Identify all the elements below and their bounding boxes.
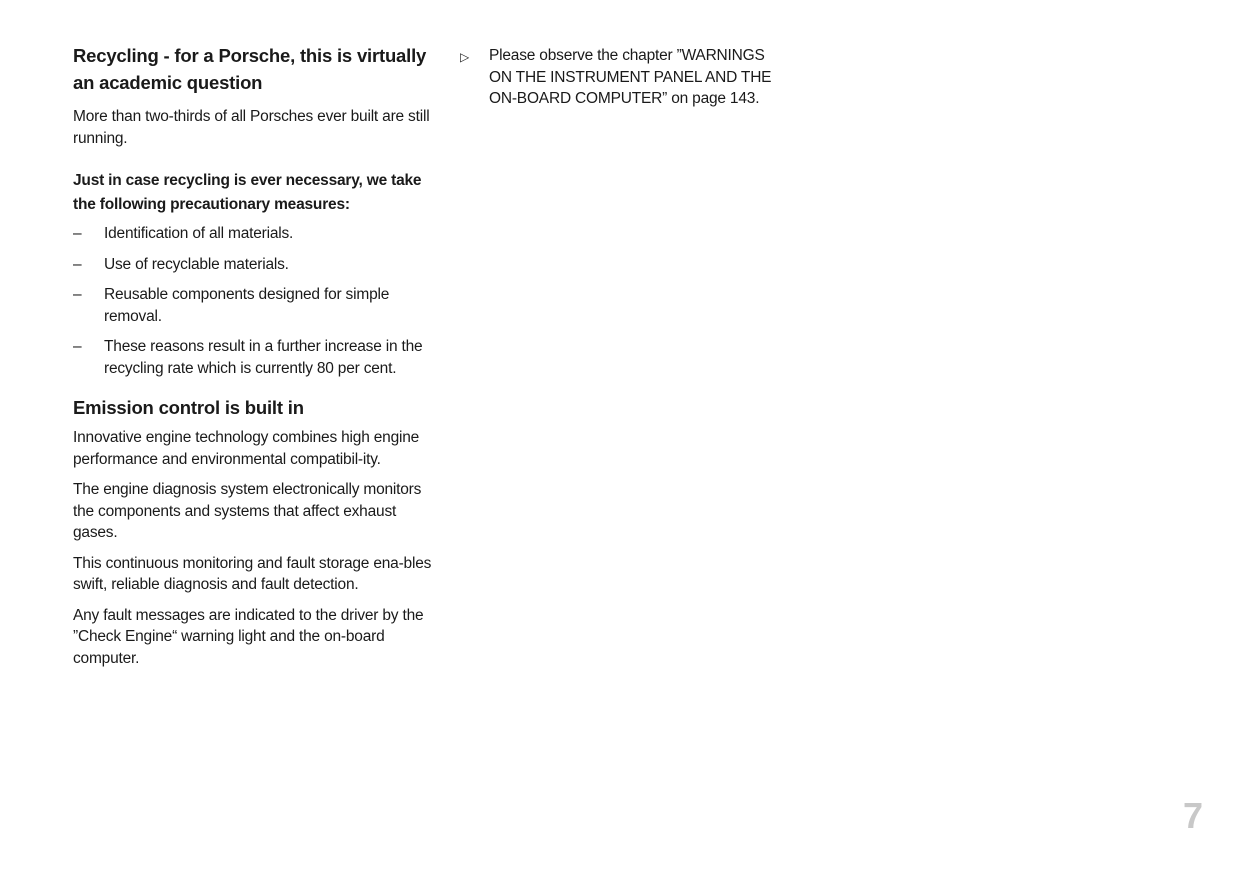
list-item-text: Identification of all materials. bbox=[104, 225, 294, 242]
triangle-pointer-icon: ▷ bbox=[460, 50, 470, 64]
list-item bbox=[73, 284, 435, 327]
list-item bbox=[73, 223, 435, 245]
precaution-subheading: Just in case recycling is ever necessary, we take the following precautionary measures: bbox=[73, 172, 422, 213]
instruction-text: Please observe the chapter ”WARNINGS ON THE INSTRUMENT PANEL AND THE ON-BOARD COMPUTER” on page 143. bbox=[489, 47, 772, 107]
emission-paragraph: Any fault messages are indicated to the driver by the ”Check Engine“ warning light and the on-board computer. bbox=[73, 606, 424, 667]
list-item bbox=[73, 254, 435, 276]
recycling-intro: More than two-thirds of all Porsches ever built are still running. bbox=[73, 108, 430, 147]
left-column bbox=[73, 42, 435, 678]
list-item-text: Reusable components designed for simple removal. bbox=[104, 286, 390, 325]
list-item-text: Use of recyclable materials. bbox=[104, 255, 289, 273]
precaution-list bbox=[73, 223, 435, 379]
list-item-text: These reasons result in a further increase in the recycling rate which is currently 80 per cent. bbox=[104, 338, 423, 377]
recycling-heading: Recycling - for a Porsche, this is virtually an academic question bbox=[73, 45, 427, 93]
dash-bullet: – bbox=[73, 255, 82, 273]
dash-bullet: – bbox=[73, 225, 82, 242]
list-item bbox=[73, 336, 435, 379]
right-column bbox=[458, 45, 788, 110]
emission-paragraph: Innovative engine technology combines high engine performance and environmental compatibil-ity. bbox=[73, 429, 420, 468]
emission-paragraph: This continuous monitoring and fault storage ena-bles swift, reliable diagnosis and fault detection. bbox=[73, 554, 432, 593]
emission-heading: Emission control is built in bbox=[73, 397, 304, 418]
dash-bullet: – bbox=[73, 338, 82, 355]
page-number: 7 bbox=[1182, 795, 1203, 836]
instruction-note bbox=[458, 45, 788, 110]
dash-bullet: – bbox=[73, 286, 82, 303]
emission-paragraph: The engine diagnosis system electronically monitors the components and systems that affect exhaust gases. bbox=[73, 481, 422, 541]
